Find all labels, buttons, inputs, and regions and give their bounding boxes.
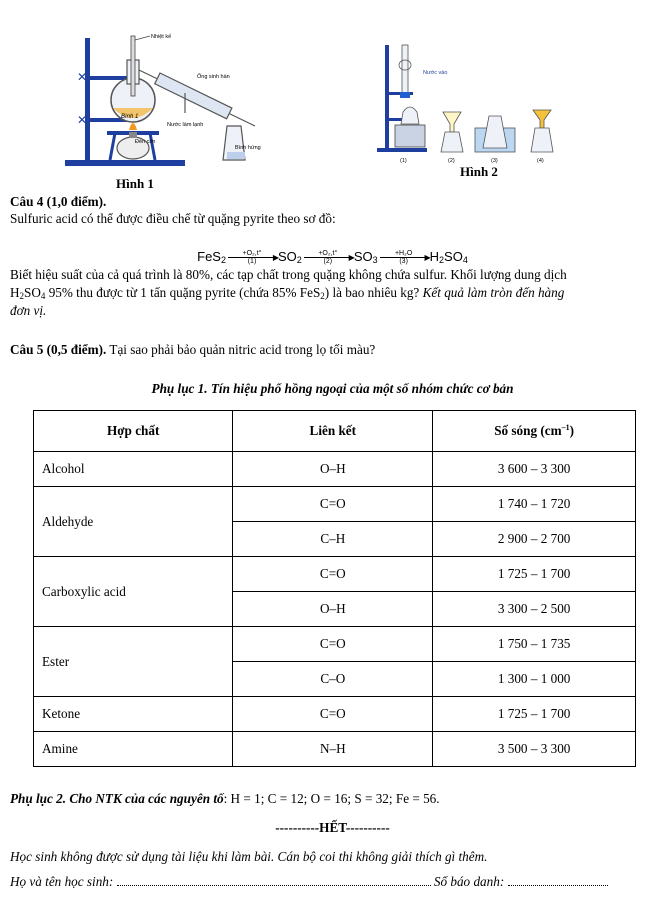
compound-cell: Carboxylic acid (34, 557, 233, 627)
scheme-arrow-1: +O₂,t° ▶ (1) (228, 250, 276, 265)
scheme-product-2: $SO_3$ (353, 249, 378, 265)
scheme-arrow-3: +H₂O ▶ (3) (380, 250, 428, 265)
range-cell: 1 725 – 1 700 (433, 697, 636, 732)
separation-figure (375, 40, 575, 170)
compound-cell: Amine (34, 732, 233, 767)
label-water-in: Nước vào (423, 70, 448, 76)
appendix2 (10, 790, 440, 808)
table-header-row (34, 411, 636, 452)
appendix2-text: : H = 1; C = 12; O = 16; S = 32; Fe = 56. (223, 791, 440, 806)
scheme-product-1: $SO_2$ (278, 249, 302, 265)
stand-base (65, 160, 185, 166)
question4-intro: Sulfuric acid có thể được điều chế từ quặng pyrite theo sơ đồ: (10, 211, 336, 226)
appendix1-title: Phụ lục 1. Tín hiệu phổ hồng ngoại của một số nhóm chức cơ bản (151, 381, 514, 396)
compound-cell: Aldehyde (34, 487, 233, 557)
question4-body-line1: Biết hiệu suất của cả quá trình là 80%, các tạp chất trong quặng không chứa sulfur. Khối lượng dung dịch (10, 267, 567, 282)
question4-body-line2: $H_2SO_4$ 95% thu được từ 1 tấn quặng pyrite (chứa 85% FeS$_2$) là bao nhiêu kg? Kết quả làm tròn đến hàng (10, 285, 565, 301)
compound-cell: Ketone (34, 697, 233, 732)
range-cell: 3 600 – 3 300 (433, 452, 636, 487)
ir-table (33, 410, 636, 767)
end-mark: ----------HẾT---------- (275, 820, 390, 835)
question5 (10, 341, 375, 359)
flame (129, 123, 137, 130)
range-cell: 1 300 – 1 000 (433, 662, 636, 697)
header-bond: Liên kết (233, 411, 433, 452)
label-step1: (1) (400, 158, 407, 164)
reaction-scheme (0, 237, 665, 265)
label-thermometer: Nhiệt kế (151, 34, 172, 40)
distillation-apparatus-figure (55, 28, 285, 178)
label-step4: (4) (537, 158, 544, 164)
scheme-arrow-2: +O₂,t° ▶ (2) (304, 250, 352, 265)
scheme-start: FeS$_2$ (197, 249, 226, 265)
bond-cell: O–H (233, 452, 433, 487)
figure1-caption: Hình 1 (116, 176, 154, 191)
header-compound: Hợp chất (34, 411, 233, 452)
table-row (34, 487, 636, 522)
exam-note: Học sinh không được sử dụng tài liệu khi làm bài. Cán bộ coi thi không giải thích gì thêm. (10, 849, 488, 864)
bond-cell: C–O (233, 662, 433, 697)
bond-cell: C=O (233, 557, 433, 592)
header-wavenumber: Số sóng $(cm^{-1})$ (433, 411, 636, 452)
table-row (34, 452, 636, 487)
thermometer (131, 36, 135, 96)
stand-rod (85, 38, 90, 163)
range-cell: 2 900 – 2 700 (433, 522, 636, 557)
question5-text: Tại sao phải bảo quản nitric acid trong lọ tối màu? (106, 342, 376, 357)
svg-text:✕: ✕ (77, 113, 88, 127)
range-cell: 1 740 – 1 720 (433, 487, 636, 522)
table-row (34, 557, 636, 592)
label-condenser: Ống sinh hàn (197, 74, 230, 80)
bond-cell: N–H (233, 732, 433, 767)
label-flask: Bình 1 (121, 114, 139, 120)
label-step2: (2) (448, 158, 455, 164)
table-row (34, 697, 636, 732)
candidate-number-label: Số báo danh: (430, 874, 508, 889)
bond-cell: C=O (233, 627, 433, 662)
label-lamp: Đèn cồn (135, 139, 156, 145)
table-row (34, 627, 636, 662)
range-cell: 1 750 – 1 735 (433, 627, 636, 662)
bond-cell: C–H (233, 522, 433, 557)
label-cooling-water: Nước làm lạnh (167, 122, 204, 128)
student-name-field (117, 873, 431, 886)
candidate-number-field (508, 873, 608, 886)
question5-title: Câu 5 (0,5 điểm). (10, 342, 107, 357)
figure2-caption: Hình 2 (460, 164, 498, 179)
bond-cell: C=O (233, 697, 433, 732)
svg-text:✕: ✕ (77, 70, 88, 84)
range-cell: 1 725 – 1 700 (433, 557, 636, 592)
bond-cell: C=O (233, 487, 433, 522)
label-step3: (3) (491, 158, 498, 164)
table-row (34, 732, 636, 767)
compound-cell: Alcohol (34, 452, 233, 487)
compound-cell: Ester (34, 627, 233, 697)
student-name-label: Họ và tên học sinh: (10, 874, 117, 889)
student-info-line (10, 873, 650, 891)
question4-title: Câu 4 (1,0 điểm). (10, 194, 107, 209)
range-cell: 3 500 – 3 300 (433, 732, 636, 767)
scheme-product-3: $H_2SO_4$ (429, 249, 468, 265)
bond-cell: O–H (233, 592, 433, 627)
range-cell: 3 300 – 2 500 (433, 592, 636, 627)
label-receiver: Bình hứng (235, 145, 261, 151)
question4-body-line3: đơn vị. (10, 303, 47, 318)
appendix2-title: Phụ lục 2. Cho NTK của các nguyên tố (10, 791, 224, 806)
